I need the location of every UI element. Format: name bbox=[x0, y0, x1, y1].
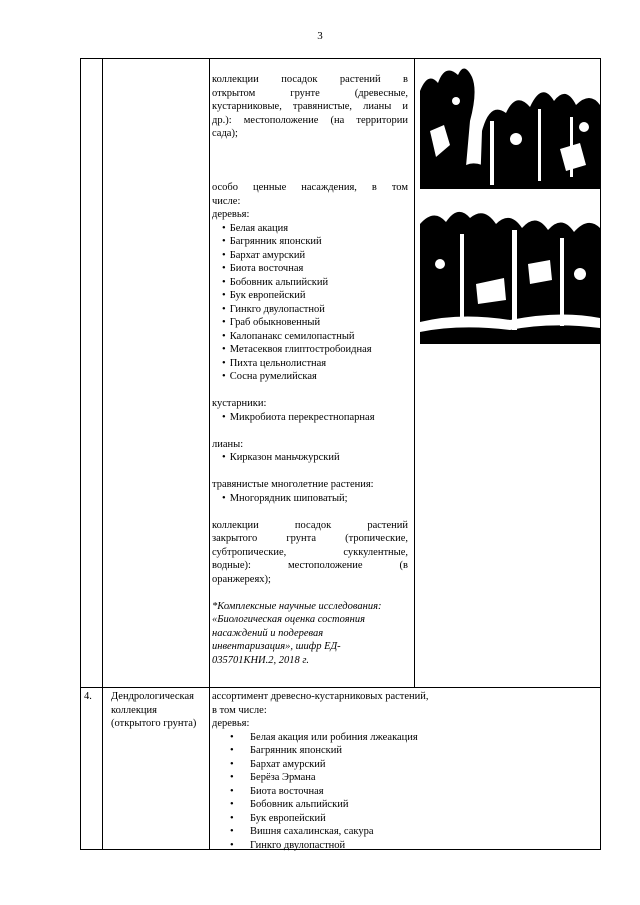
list-item: • Микробиота перекрестнопарная bbox=[222, 411, 408, 425]
text-line: закрытого грунта (тропические, bbox=[212, 533, 408, 544]
column-divider-1 bbox=[102, 58, 103, 850]
table-border-right bbox=[600, 58, 601, 850]
trees-list bbox=[212, 222, 408, 384]
list-item: • Пихта цельнолистная bbox=[222, 357, 408, 371]
shrubs-label: кустарники: bbox=[212, 398, 267, 409]
list-item: • Бук европейский bbox=[222, 289, 408, 303]
note-line: *Комплексные научные исследования: bbox=[212, 600, 382, 612]
name-line: Дендрологическая bbox=[111, 691, 194, 702]
attributes-table bbox=[80, 58, 601, 850]
text-line: особо ценные насаждения, в том bbox=[212, 182, 408, 193]
column-divider-photo bbox=[414, 58, 415, 687]
note-line: инвентаризация», шифр ЕД- bbox=[212, 641, 341, 652]
list-item: • Сосна румелийская bbox=[222, 370, 408, 384]
text-line: коллекции посадок растений bbox=[212, 519, 408, 531]
list-item: • Белая акация bbox=[222, 222, 408, 236]
list-item: • Гинкго двулопастной bbox=[230, 839, 598, 853]
row4-content-cell bbox=[212, 690, 598, 852]
row3-content-cell bbox=[212, 73, 408, 667]
list-item: • Бобовник альпийский bbox=[222, 276, 408, 290]
research-note bbox=[212, 600, 408, 668]
list-item: • Берёза Эрмана bbox=[230, 771, 598, 785]
p1-last-line: сада); bbox=[212, 128, 238, 139]
row4-trees-list bbox=[212, 731, 598, 853]
list-item: • Граб обыкновенный bbox=[222, 316, 408, 330]
assortment-paragraph bbox=[212, 690, 598, 717]
list-item: • Многорядник шиповатый; bbox=[222, 492, 408, 506]
shrubs-list bbox=[212, 411, 408, 425]
valuable-plantings-paragraph bbox=[212, 181, 408, 195]
p3-last-line: оранжереях); bbox=[212, 573, 271, 585]
table-border-top bbox=[80, 58, 601, 59]
note-line: «Биологическая оценка состояния bbox=[212, 614, 365, 625]
text-line: кустарниковые, травянистые, лианы и bbox=[212, 101, 408, 112]
text-line: др.): местоположение (на территории bbox=[212, 114, 408, 126]
list-item: • Бобовник альпийский bbox=[230, 798, 598, 812]
list-item: • Багрянник японский bbox=[222, 235, 408, 249]
list-item: • Гинкго двулопастной bbox=[222, 303, 408, 317]
row4-number: 4. bbox=[84, 691, 92, 702]
column-divider-2 bbox=[209, 58, 210, 850]
list-item: • Бархат амурский bbox=[230, 758, 598, 772]
row4-object-name bbox=[111, 690, 207, 731]
list-item: • Белая акация или робиния лжеакация bbox=[230, 731, 598, 745]
list-item: • Метасеквоя глиптостробоидная bbox=[222, 343, 408, 357]
list-item: • Биота восточная bbox=[230, 785, 598, 799]
collection-greenhouse-paragraph bbox=[212, 519, 408, 573]
list-item: • Бархат амурский bbox=[222, 249, 408, 263]
table-border-left bbox=[80, 58, 81, 850]
name-line: коллекция bbox=[111, 704, 157, 716]
list-item: • Кирказон маньчжурский bbox=[222, 451, 408, 465]
text-line: ассортимент древесно-кустарниковых растений, bbox=[212, 691, 429, 702]
text-line: водные): местоположение (в bbox=[212, 560, 408, 571]
p2-last-line: числе: bbox=[212, 195, 241, 207]
text-line: субтропические, суккулентные, bbox=[212, 546, 408, 558]
trees-label: деревья: bbox=[212, 209, 250, 220]
park-photo-2 bbox=[420, 204, 600, 344]
list-item: • Биота восточная bbox=[222, 262, 408, 276]
note-line: насаждений и подеревая bbox=[212, 627, 324, 639]
text-line: коллекции посадок растений в bbox=[212, 74, 408, 85]
herbs-list bbox=[212, 492, 408, 506]
collection-open-ground-paragraph bbox=[212, 73, 408, 127]
list-item: • Вишня сахалинская, сакура bbox=[230, 825, 598, 839]
list-item: • Бук европейский bbox=[230, 812, 598, 826]
row-divider bbox=[80, 687, 601, 688]
herbs-label: травянистые многолетние растения: bbox=[212, 479, 374, 490]
note-line: 035701КНИ.2, 2018 г. bbox=[212, 654, 309, 666]
name-line: (открытого грунта) bbox=[111, 718, 197, 729]
text-line: в том числе: bbox=[212, 704, 267, 716]
list-item: • Калопанакс семилопастный bbox=[222, 330, 408, 344]
page-number: 3 bbox=[317, 30, 323, 42]
row4-trees-label: деревья: bbox=[212, 718, 250, 729]
park-photo-1 bbox=[420, 61, 600, 189]
lianas-label: лианы: bbox=[212, 438, 244, 450]
text-line: открытом грунте (древесные, bbox=[212, 87, 408, 99]
list-item: • Багрянник японский bbox=[230, 744, 598, 758]
lianas-list bbox=[212, 451, 408, 465]
